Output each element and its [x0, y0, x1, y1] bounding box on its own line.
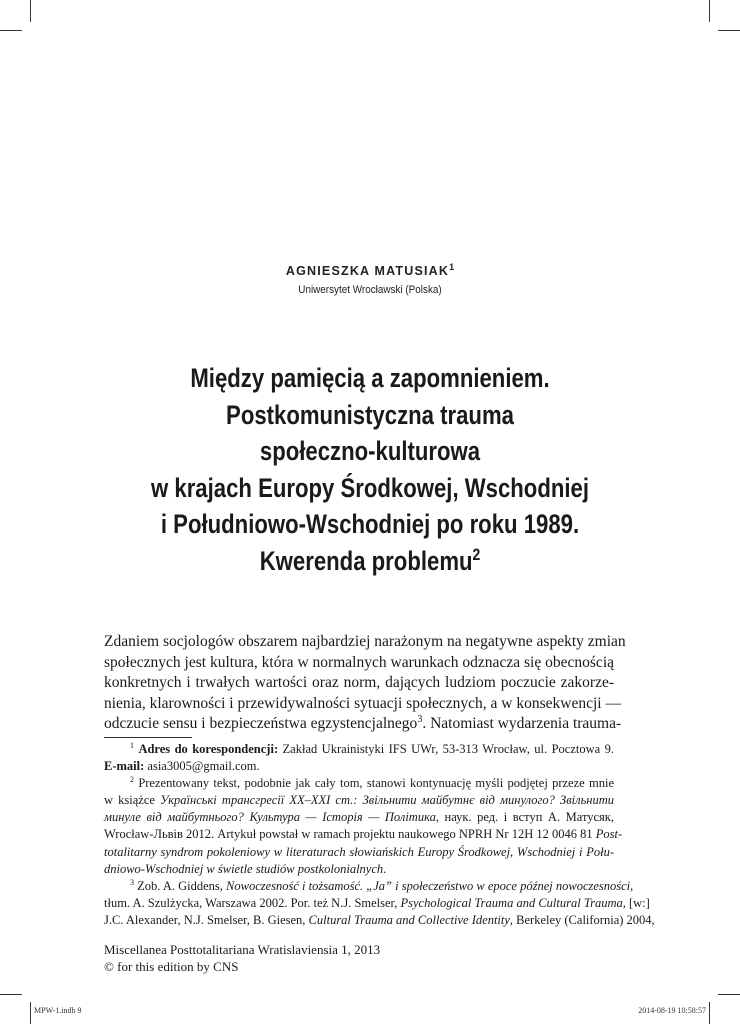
footnote-separator [104, 737, 192, 738]
journal-name: Miscellanea Posttotalitariana Wratislaviensia 1, 2013 [104, 942, 381, 957]
footnote-2-line: totalitarny syndrom pokoleniowy w literaturach słowiańskich Europy Środkowej, Wschodniej i Połu- [104, 844, 614, 859]
crop-mark-top-right-vertical [709, 0, 710, 22]
article-title [124, 360, 616, 579]
footnote-ref-1: 1 [449, 262, 455, 272]
print-slug-left: MPW-1.indb 9 [34, 1006, 82, 1015]
title-line: i Południowo-Wschodniej po roku 1989. [160, 509, 580, 539]
footnote-2: $^2$ Prezentowany tekst, podobnie jak cały tom, stanowi kontynuację myśli podjętej przeze mnie [130, 775, 614, 791]
body-line: konkretnych i trwałych wartości oraz norm, dających ludziom poczucie zakorze- [104, 674, 614, 692]
footnote-3: $^3$ Zob. A. Giddens, Nowoczesność i tożsamość. „Ja” i społeczeństwo w epoce późnej nowoczesności, [130, 877, 634, 893]
crop-mark-top-right-horizontal [718, 30, 740, 31]
footnote-3-line: J.C. Alexander, N.J. Smelser, B. Giesen, Cultural Trauma and Collective Identity, Berkeley (California) 2004, [104, 912, 655, 927]
crop-mark-top-left-horizontal [0, 30, 22, 31]
author-affiliation: Uniwersytet Wrocławski (Polska) [298, 284, 442, 296]
body-line: odczucie sensu i bezpieczeństwa egzystencjalnego$^3$. Natomiast wydarzenia trauma- [104, 714, 622, 733]
footnote-1: $^1$ Adres do korespondencji: Zakład Ukrainistyki IFS UWr, 53-313 Wrocław, ul. Pocztowa 9. [130, 740, 614, 756]
author-name: AGNIESZKA MATUSIAK$^1$ [285, 262, 455, 279]
footnote-2-line: Wrocław-Львів 2012. Artykuł powstał w ramach projektu naukowego NPRH Nr 12H 12 0046 81 Post- [104, 827, 623, 842]
body-line: nienia, klarowności i przewidywalności sytuacji społecznych, a w konsekwencji — [104, 694, 621, 712]
journal-footer [104, 941, 380, 975]
crop-mark-bottom-left-vertical [30, 1002, 31, 1024]
crop-mark-top-left-vertical [30, 0, 31, 22]
footnote-3-line: tłum. A. Szulżycka, Warszawa 2002. Por. też N.J. Smelser, Psychological Trauma and Cultural Trauma, [w:] [104, 895, 650, 910]
body-paragraph [104, 632, 626, 735]
title-line: Między pamięcią a zapomnieniem. [190, 363, 550, 393]
footnote-ref-2: 2 [472, 544, 481, 564]
crop-mark-bottom-right-horizontal [718, 994, 740, 995]
footnote-1-email: E-mail: asia3005@gmail.com. [104, 759, 260, 774]
body-line: Zdaniem socjologów obszarem najbardziej narażonym na negatywne aspekty zmian [104, 633, 626, 650]
copyright-line: © for this edition by CNS [104, 959, 239, 974]
title-line: Postkomunistyczna trauma [226, 399, 514, 430]
title-line: Kwerenda problemu$^2$ [259, 544, 481, 576]
crop-mark-bottom-right-vertical [709, 1002, 710, 1024]
footnotes [104, 740, 655, 929]
print-slug-right: 2014-08-19 10:58:57 [638, 1006, 706, 1015]
footnote-2-line: dniowo-Wschodniej w świetle studiów postkolonialnych. [104, 861, 387, 876]
footnote-ref-3: 3 [417, 714, 423, 726]
title-line: społeczno-kulturowa [259, 436, 481, 466]
footnote-2-line: минуле від майбутнього? Культура — Історія — Політика, наук. ред. і вступ А. Матусяк, [104, 810, 614, 825]
footnote-2-line: w książce Українські трансгресії XX–XXI ст.: Звільнити майбутнє від минулого? Звільнити [104, 793, 614, 808]
body-line: społecznych jest kultura, która w normalnych warunkach odznacza się obecnością [104, 653, 614, 671]
title-line: w krajach Europy Środkowej, Wschodniej [151, 472, 589, 503]
crop-mark-bottom-left-horizontal [0, 994, 22, 995]
